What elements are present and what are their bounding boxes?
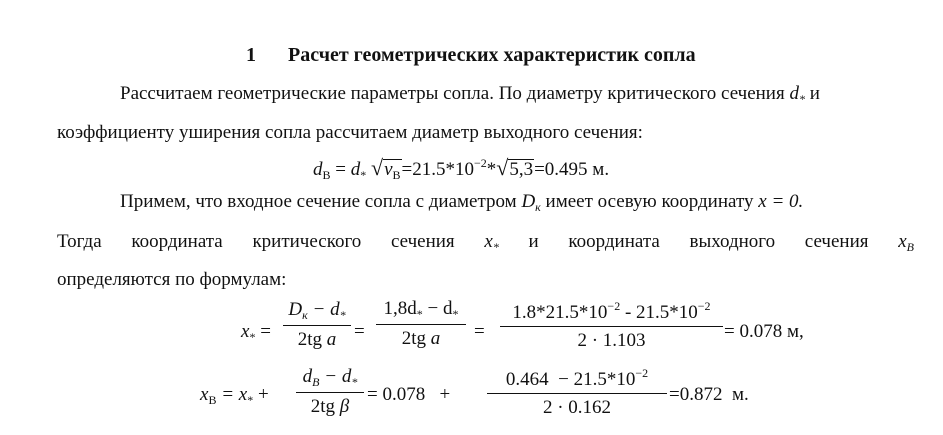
eq-text: * [486, 159, 497, 180]
paragraph-1-line-2: коэффициенту уширения сопла рассчитаем диаметр выходного сечения: [57, 122, 643, 143]
section-number: 1 [246, 44, 256, 66]
text: выходного [689, 231, 776, 252]
fraction-numerator: $d_B - d_*$ [302, 366, 358, 389]
section-heading [246, 45, 696, 65]
text: критического [252, 231, 362, 252]
equation-exit-diameter [313, 157, 609, 181]
paragraph-1-line-1 [120, 84, 820, 105]
eq-exp: −2 [473, 156, 487, 170]
sqrt-arg: 5,3 [509, 159, 534, 180]
fraction-denominator: 2tg β [310, 396, 350, 417]
eq2-fraction-3 [500, 300, 723, 350]
text: Тогда [57, 231, 102, 252]
eq2-fraction-1 [283, 300, 351, 349]
symbol-x-star: $x_*$ [484, 231, 499, 254]
fraction-numerator: $1.8*21.5*10^{-2} - 21.5*10^{-2}$ [512, 299, 711, 323]
fraction-numerator: $0.464 - 21.5*10^{-2}$ [505, 366, 649, 390]
fraction-bar [296, 392, 364, 393]
fraction-bar [487, 393, 667, 394]
text: Рассчитаем геометрические параметры сопла. По диаметру критического сечения [120, 83, 785, 104]
eq-var: d [350, 159, 361, 180]
eq-sub: * [360, 168, 367, 182]
radical-sign: √ [370, 155, 384, 180]
fraction-numerator: $1,8d_* - d_*$ [383, 298, 459, 321]
text: и [528, 231, 539, 252]
text: Примем, что входное сечение сопла с диаметром [120, 191, 517, 212]
paragraph-2-line-2 [57, 232, 914, 253]
text: сечения [390, 231, 455, 252]
fraction-denominator: 2 · 0.162 [542, 397, 612, 418]
text: и [809, 83, 820, 104]
fraction-denominator: 2 · 1.103 [577, 330, 646, 351]
eq3-fraction-2 [487, 367, 667, 417]
eq-sign: = [330, 159, 351, 180]
eq2-equals-2: = [354, 321, 365, 342]
eq2-fraction-2 [376, 299, 466, 348]
text: координата [568, 231, 660, 252]
section-title: Расчет геометрических характеристик сопла [288, 44, 696, 66]
eq-var: d [313, 159, 323, 180]
symbol-x-B: $x_B$ [898, 231, 914, 254]
fraction-denominator: 2tg a [401, 328, 441, 349]
eq-sub: В [322, 168, 331, 182]
fraction-bar [500, 326, 723, 327]
paragraph-2-line-1 [120, 192, 803, 213]
eq2-equals-3: = [474, 321, 485, 342]
fraction-bar [283, 325, 351, 326]
eq-text: =21.5*10 [401, 159, 474, 180]
text: координата [131, 231, 223, 252]
eq3-lhs: $x_B = x_*$ + [200, 384, 269, 407]
eq3-result: =0.872 м. [669, 384, 749, 405]
eq-result: =0.495 м. [534, 159, 610, 180]
symbol-Dk: $D_к$ [521, 191, 541, 214]
sqrt-arg: $\nu_В$ [384, 159, 401, 182]
fraction-denominator: 2tg a [297, 329, 337, 350]
text: сечения [804, 231, 869, 252]
fraction-bar [376, 324, 466, 325]
fraction-numerator: $D_к - d_*$ [288, 299, 346, 322]
paragraph-2-line-3: определяются по формулам: [57, 269, 287, 290]
text: имеет осевую координату [545, 191, 754, 212]
radical-sign: √ [496, 155, 509, 180]
x-equals-zero: x = 0. [758, 191, 804, 212]
eq3-fraction-1 [296, 367, 364, 416]
symbol-d-star: $d_*$ [789, 83, 805, 106]
eq2-result: = 0.078 м, [724, 321, 804, 342]
eq3-middle: = 0.078 + [367, 384, 451, 405]
eq2-lhs: $x_*$ = [241, 321, 271, 344]
